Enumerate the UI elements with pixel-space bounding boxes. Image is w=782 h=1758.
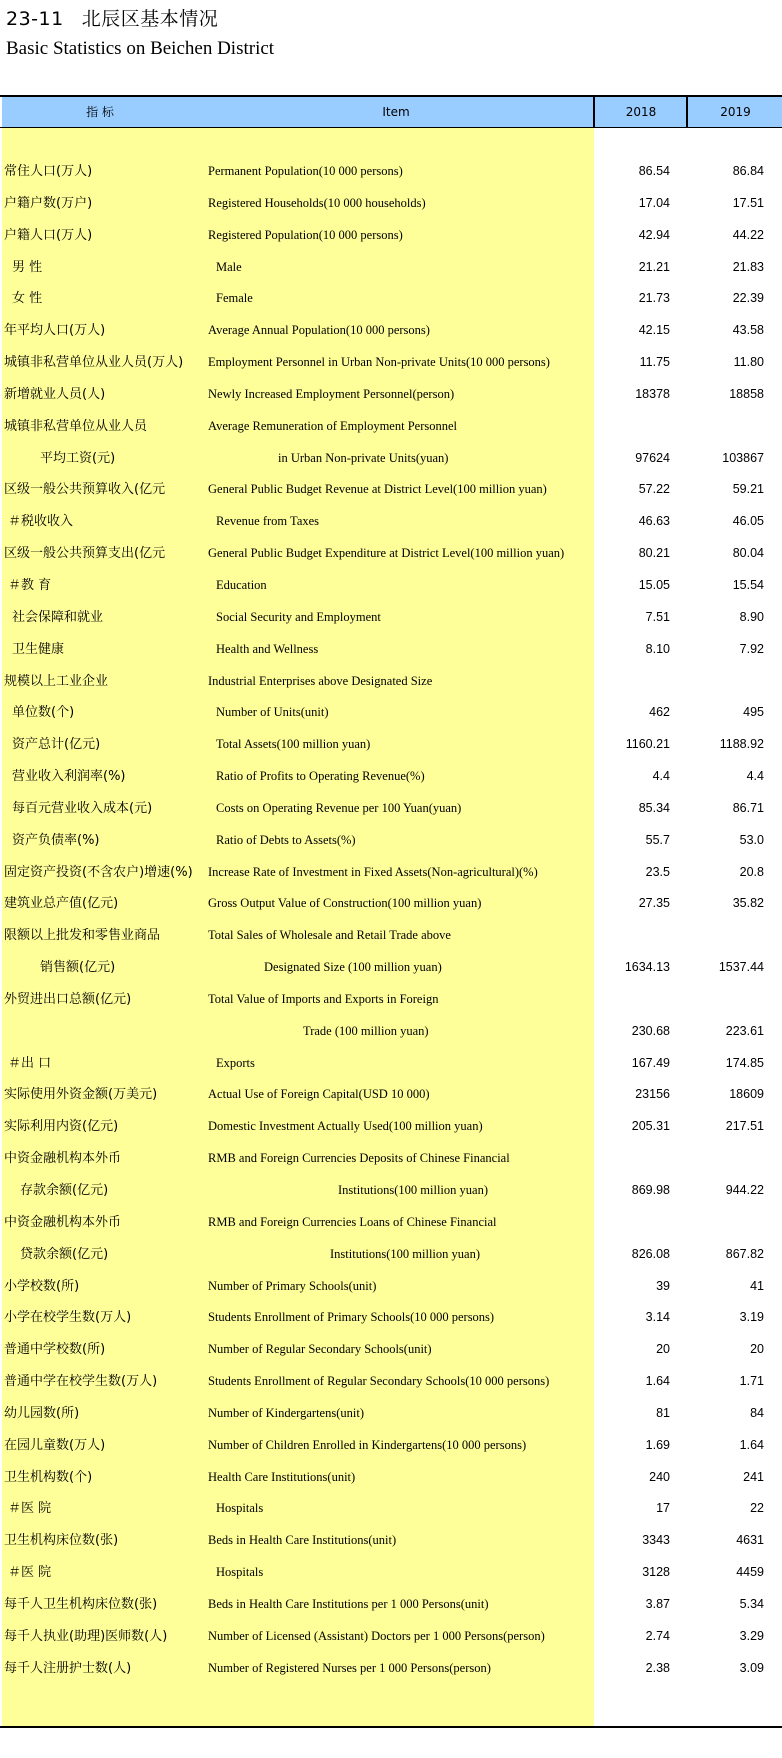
cell-value-2018: 4.4 — [652, 769, 670, 784]
cell-value-2019: 7.92 — [739, 641, 764, 656]
table-row — [0, 188, 782, 220]
cell-value-2019: 86.71 — [732, 800, 764, 815]
row-label-en: Revenue from Taxes — [216, 514, 320, 529]
header-item: Item — [198, 97, 594, 127]
row-label-en: Number of Registered Nurses per 1 000 Persons(person) — [208, 1660, 491, 1675]
table-row — [0, 1079, 782, 1111]
cell-value-2019: 20.8 — [739, 864, 764, 879]
table-row — [0, 1621, 782, 1653]
cell-value-2018: 23.5 — [645, 864, 670, 879]
row-label-en: Newly Increased Employment Personnel(person) — [208, 386, 455, 401]
cell-value-2019: 59.21 — [732, 482, 764, 497]
row-label-cn: 资产总计(亿元) — [12, 737, 101, 753]
cell-value-2019: 86.84 — [732, 164, 764, 178]
row-label-cn: ＃出 口 — [8, 1055, 52, 1071]
table-row — [0, 1493, 782, 1525]
header-year-2018: 2018 — [594, 97, 687, 127]
cell-value-2019: 44.22 — [732, 227, 764, 242]
cell-value-2018: 85.34 — [638, 800, 670, 815]
row-label-cn: 平均工资(元) — [40, 450, 116, 466]
table-row — [0, 1143, 782, 1175]
row-label-en: Actual Use of Foreign Capital(USD 10 000) — [208, 1087, 430, 1102]
table-row — [0, 729, 782, 761]
cell-value-2019: 174.85 — [725, 1055, 764, 1070]
cell-value-2018: 1.64 — [645, 1374, 670, 1389]
table-number: 23-11 — [6, 8, 64, 30]
cell-value-2018: 57.22 — [638, 482, 670, 497]
cell-value-2018: 3343 — [642, 1533, 670, 1548]
row-label-en: Health and Wellness — [216, 641, 319, 656]
cell-value-2018: 230.68 — [631, 1023, 670, 1038]
row-label-cn: 社会保障和就业 — [12, 609, 104, 625]
cell-value-2019: 944.22 — [725, 1183, 764, 1197]
cell-value-2018: 23156 — [635, 1087, 670, 1102]
cell-value-2019: 22 — [750, 1501, 764, 1516]
table-row — [0, 634, 782, 666]
row-label-cn: 每百元营业收入成本(元) — [12, 800, 153, 816]
cell-value-2019: 80.04 — [732, 546, 764, 561]
table-row — [0, 1016, 782, 1048]
table-row — [0, 474, 782, 506]
row-label-en: Hospitals — [216, 1501, 264, 1516]
table-row — [0, 283, 782, 315]
table-row — [0, 379, 782, 411]
cell-value-2018: 240 — [649, 1469, 670, 1484]
table-row — [0, 1239, 782, 1271]
row-label-cn: 城镇非私营单位从业人员 — [4, 418, 148, 434]
row-label-en: Average Remuneration of Employment Personnel — [208, 418, 458, 433]
cell-value-2019: 103867 — [722, 450, 764, 465]
row-label-cn: 规模以上工业企业 — [4, 673, 109, 689]
row-label-en: Education — [216, 577, 267, 592]
table-row — [0, 1334, 782, 1366]
row-label-cn: 每千人卫生机构床位数(张) — [4, 1596, 158, 1612]
row-label-en: Institutions(100 million yuan) — [330, 1246, 480, 1261]
cell-value-2019: 3.29 — [739, 1628, 764, 1643]
cell-value-2018: 869.98 — [631, 1183, 670, 1197]
cell-value-2019: 1.71 — [739, 1374, 764, 1389]
row-label-en: Institutions(100 million yuan) — [338, 1183, 488, 1197]
row-label-cn: 普通中学校数(所) — [4, 1342, 106, 1358]
row-label-cn: 户籍户数(万户) — [4, 195, 93, 211]
cell-value-2019: 4.4 — [746, 769, 764, 784]
cell-value-2018: 2.74 — [645, 1628, 670, 1643]
row-label-cn: 中资金融机构本外币 — [4, 1151, 122, 1167]
table-row — [0, 1302, 782, 1334]
row-label-cn: 中资金融机构本外币 — [4, 1214, 122, 1230]
header-divider — [686, 97, 687, 127]
cell-value-2019: 84 — [750, 1405, 764, 1420]
table-row — [0, 825, 782, 857]
cell-value-2019: 1537.44 — [718, 960, 764, 975]
cell-value-2019: 35.82 — [732, 896, 764, 911]
row-label-cn: 销售额(亿元) — [40, 960, 116, 976]
row-label-cn: 女 性 — [12, 291, 43, 307]
cell-value-2019: 46.05 — [732, 514, 764, 529]
header-year-2019: 2019 — [687, 97, 782, 127]
header-indicator: 指 标 — [2, 97, 198, 127]
cell-value-2018: 205.31 — [631, 1119, 670, 1134]
row-label-en: RMB and Foreign Currencies Loans of Chinese Financial — [208, 1214, 497, 1229]
row-label-en: Total Value of Imports and Exports in Foreign — [208, 991, 439, 1006]
cell-value-2018: 18378 — [635, 386, 670, 401]
cell-value-2018: 21.73 — [638, 291, 670, 306]
cell-value-2019: 223.61 — [725, 1023, 764, 1038]
cell-value-2018: 80.21 — [638, 546, 670, 561]
cell-value-2018: 1160.21 — [625, 737, 670, 752]
row-label-en: RMB and Foreign Currencies Deposits of Chinese Financial — [208, 1151, 510, 1166]
header-divider — [593, 97, 594, 127]
cell-value-2018: 42.94 — [638, 227, 670, 242]
cell-value-2018: 15.05 — [638, 577, 670, 592]
row-label-en: Employment Personnel in Urban Non-private Units(10 000 persons) — [208, 355, 550, 370]
row-label-cn: 城镇非私营单位从业人员(万人) — [4, 355, 184, 371]
cell-value-2018: 27.35 — [638, 896, 670, 911]
cell-value-2019: 8.90 — [739, 609, 764, 624]
row-label-cn: 户籍人口(万人) — [4, 227, 93, 243]
row-label-cn: ＃教 育 — [8, 577, 52, 593]
cell-value-2019: 217.51 — [725, 1119, 764, 1134]
cell-value-2018: 21.21 — [638, 259, 670, 274]
cell-value-2019: 11.80 — [733, 355, 764, 370]
top-rule — [0, 95, 782, 97]
table-row — [0, 697, 782, 729]
cell-value-2019: 43.58 — [732, 323, 764, 338]
cell-value-2018: 20 — [656, 1342, 670, 1357]
table-title-en: Basic Statistics on Beichen District — [6, 38, 275, 59]
cell-value-2018: 42.15 — [638, 323, 670, 338]
table-row — [0, 1175, 782, 1207]
cell-value-2018: 167.49 — [631, 1055, 670, 1070]
row-label-cn: ＃医 院 — [8, 1501, 52, 1517]
cell-value-2019: 17.51 — [732, 195, 764, 210]
row-label-en: Ratio of Profits to Operating Revenue(%) — [216, 769, 425, 784]
row-label-cn: 单位数(个) — [12, 705, 75, 721]
row-label-en: Male — [216, 259, 242, 274]
table-row — [0, 570, 782, 602]
cell-value-2018: 55.7 — [645, 832, 670, 847]
table-row — [0, 1430, 782, 1462]
cell-value-2018: 46.63 — [638, 514, 670, 529]
table-header — [0, 97, 782, 127]
table-row — [0, 1589, 782, 1621]
row-label-en: Registered Households(10 000 households) — [208, 195, 426, 210]
row-label-en: Trade (100 million yuan) — [303, 1023, 429, 1038]
cell-value-2019: 5.34 — [739, 1596, 764, 1611]
cell-value-2018: 97624 — [635, 450, 670, 465]
row-label-cn: 区级一般公共预算收入(亿元 — [4, 482, 166, 498]
row-label-en: Beds in Health Care Institutions per 1 000 Persons(unit) — [208, 1596, 489, 1611]
table-row — [0, 920, 782, 952]
cell-value-2018: 3128 — [642, 1565, 670, 1580]
cell-value-2018: 3.14 — [645, 1310, 670, 1325]
row-label-cn: 建筑业总产值(亿元) — [4, 896, 119, 912]
table-row — [0, 602, 782, 634]
cell-value-2018: 3.87 — [645, 1596, 670, 1611]
table-row — [0, 761, 782, 793]
row-label-en: General Public Budget Expenditure at District Level(100 million yuan) — [208, 546, 565, 561]
table-row — [0, 1048, 782, 1080]
cell-value-2019: 241 — [743, 1469, 764, 1484]
row-label-cn: 贷款余额(亿元) — [20, 1246, 109, 1262]
row-label-cn: 男 性 — [12, 259, 43, 275]
cell-value-2019: 4459 — [736, 1565, 764, 1580]
row-label-cn: 区级一般公共预算支出(亿元 — [4, 546, 166, 562]
cell-value-2018: 826.08 — [631, 1246, 670, 1261]
cell-value-2019: 867.82 — [725, 1246, 764, 1261]
row-label-en: Gross Output Value of Construction(100 million yuan) — [208, 896, 482, 911]
cell-value-2019: 4631 — [736, 1533, 764, 1548]
row-label-en: Number of Licensed (Assistant) Doctors per 1 000 Persons(person) — [208, 1628, 545, 1643]
row-label-en: Exports — [216, 1055, 255, 1070]
row-label-en: Costs on Operating Revenue per 100 Yuan(yuan) — [216, 800, 462, 815]
table-row — [0, 1653, 782, 1685]
row-label-en: Beds in Health Care Institutions(unit) — [208, 1533, 397, 1548]
row-label-en: in Urban Non-private Units(yuan) — [278, 450, 449, 465]
cell-value-2019: 495 — [743, 705, 764, 720]
row-label-cn: ＃税收收入 — [8, 514, 74, 530]
table-row — [0, 1398, 782, 1430]
row-label-en: Permanent Population(10 000 persons) — [208, 164, 403, 178]
row-label-cn: 限额以上批发和零售业商品 — [4, 928, 161, 944]
cell-value-2019: 41 — [750, 1278, 764, 1293]
cell-value-2018: 2.38 — [645, 1660, 670, 1675]
table-row — [0, 443, 782, 475]
table-row — [0, 506, 782, 538]
cell-value-2018: 1634.13 — [624, 960, 670, 975]
table-row — [0, 347, 782, 379]
table-row — [0, 984, 782, 1016]
table-row — [0, 220, 782, 252]
row-label-cn: 常住人口(万人) — [4, 164, 93, 179]
row-label-cn: 营业收入利润率(%) — [12, 769, 126, 785]
row-label-en: Number of Regular Secondary Schools(unit) — [208, 1342, 432, 1357]
row-label-en: Number of Primary Schools(unit) — [208, 1278, 377, 1293]
table-row — [0, 411, 782, 443]
cell-value-2018: 39 — [656, 1278, 670, 1293]
table-row — [0, 857, 782, 889]
cell-value-2018: 11.75 — [639, 355, 670, 370]
row-label-cn: 卫生健康 — [12, 641, 65, 657]
cell-value-2018: 7.51 — [645, 609, 670, 624]
row-label-cn: 每千人执业(助理)医师数(人) — [4, 1628, 168, 1644]
row-label-en: Number of Kindergartens(unit) — [208, 1405, 364, 1420]
row-label-cn: 年平均人口(万人) — [4, 323, 106, 339]
cell-value-2019: 53.0 — [739, 832, 764, 847]
row-label-en: Total Assets(100 million yuan) — [216, 737, 371, 752]
row-label-cn: 资产负债率(%) — [12, 832, 100, 848]
row-label-cn: 每千人注册护士数(人) — [4, 1660, 132, 1676]
cell-value-2018: 17.04 — [638, 195, 670, 210]
row-label-en: Industrial Enterprises above Designated Size — [208, 673, 433, 688]
row-label-cn: 固定资产投资(不含农户)增速(%) — [4, 864, 193, 880]
row-label-en: Health Care Institutions(unit) — [208, 1469, 356, 1484]
row-label-en: General Public Budget Revenue at District Level(100 million yuan) — [208, 482, 547, 497]
cell-value-2019: 3.09 — [739, 1660, 764, 1675]
table-row — [0, 1207, 782, 1239]
row-label-en: Students Enrollment of Primary Schools(10 000 persons) — [208, 1310, 495, 1325]
table-row — [0, 1366, 782, 1398]
cell-value-2019: 3.19 — [739, 1310, 764, 1325]
row-label-cn: 新增就业人员(人) — [4, 386, 106, 402]
table-title-cn — [6, 4, 218, 31]
table-row — [0, 1525, 782, 1557]
cell-value-2019: 21.83 — [732, 259, 764, 274]
table-row — [0, 793, 782, 825]
table-body — [0, 156, 782, 1685]
cell-value-2018: 1.69 — [645, 1437, 670, 1452]
table-row — [0, 156, 782, 188]
cell-value-2018: 17 — [656, 1501, 670, 1516]
row-label-en: Students Enrollment of Regular Secondary Schools(10 000 persons) — [208, 1374, 550, 1389]
row-label-en: Increase Rate of Investment in Fixed Assets(Non-agricultural)(%) — [208, 864, 538, 879]
table-row — [0, 315, 782, 347]
bottom-rule — [0, 1726, 782, 1728]
cell-value-2019: 1188.92 — [719, 737, 764, 752]
cell-value-2019: 18858 — [729, 386, 764, 401]
row-label-cn: 幼儿园数(所) — [4, 1405, 80, 1421]
row-label-cn: 小学在校学生数(万人) — [4, 1310, 132, 1326]
row-label-cn: 实际使用外资金额(万美元) — [4, 1087, 158, 1103]
cell-value-2019: 20 — [750, 1342, 764, 1357]
row-label-en: Female — [216, 291, 253, 306]
table-row — [0, 538, 782, 570]
table-row — [0, 1462, 782, 1494]
cell-value-2019: 1.64 — [739, 1437, 764, 1452]
row-label-cn: 外贸进出口总额(亿元) — [4, 991, 132, 1007]
cell-value-2018: 8.10 — [645, 641, 670, 656]
row-label-cn: 小学校数(所) — [4, 1278, 80, 1294]
cell-value-2018: 81 — [656, 1405, 670, 1420]
cell-value-2018: 86.54 — [638, 164, 670, 178]
row-label-en: Number of Children Enrolled in Kindergartens(10 000 persons) — [208, 1437, 527, 1452]
header-rule — [0, 127, 782, 128]
cell-value-2019: 22.39 — [732, 291, 764, 306]
cell-value-2019: 15.54 — [732, 577, 764, 592]
row-label-en: Ratio of Debts to Assets(%) — [216, 832, 356, 847]
table-row — [0, 1271, 782, 1303]
row-label-en: Number of Units(unit) — [216, 705, 329, 720]
table-row — [0, 1557, 782, 1589]
table-row — [0, 252, 782, 284]
row-label-en: Hospitals — [216, 1565, 264, 1580]
row-label-en: Registered Population(10 000 persons) — [208, 227, 403, 242]
table-row — [0, 666, 782, 698]
row-label-cn: 普通中学在校学生数(万人) — [4, 1374, 158, 1390]
row-label-cn: 在园儿童数(万人) — [4, 1437, 106, 1453]
cell-value-2018: 462 — [649, 705, 670, 720]
row-label-en: Average Annual Population(10 000 persons) — [208, 323, 430, 338]
cell-value-2019: 18609 — [729, 1087, 764, 1102]
table-row — [0, 1111, 782, 1143]
row-label-cn: 实际利用内资(亿元) — [4, 1119, 119, 1135]
row-label-en: Domestic Investment Actually Used(100 million yuan) — [208, 1119, 483, 1134]
row-label-cn: ＃医 院 — [8, 1565, 52, 1581]
row-label-cn: 卫生机构床位数(张) — [4, 1533, 119, 1549]
row-label-cn: 存款余额(亿元) — [20, 1183, 109, 1198]
table-row — [0, 888, 782, 920]
table-title-cn-text: 北辰区基本情况 — [81, 8, 219, 30]
table-row — [0, 952, 782, 984]
row-label-en: Designated Size (100 million yuan) — [264, 960, 442, 975]
row-label-cn: 卫生机构数(个) — [4, 1469, 93, 1485]
row-label-en: Social Security and Employment — [216, 609, 381, 624]
row-label-en: Total Sales of Wholesale and Retail Trade above — [208, 928, 451, 943]
